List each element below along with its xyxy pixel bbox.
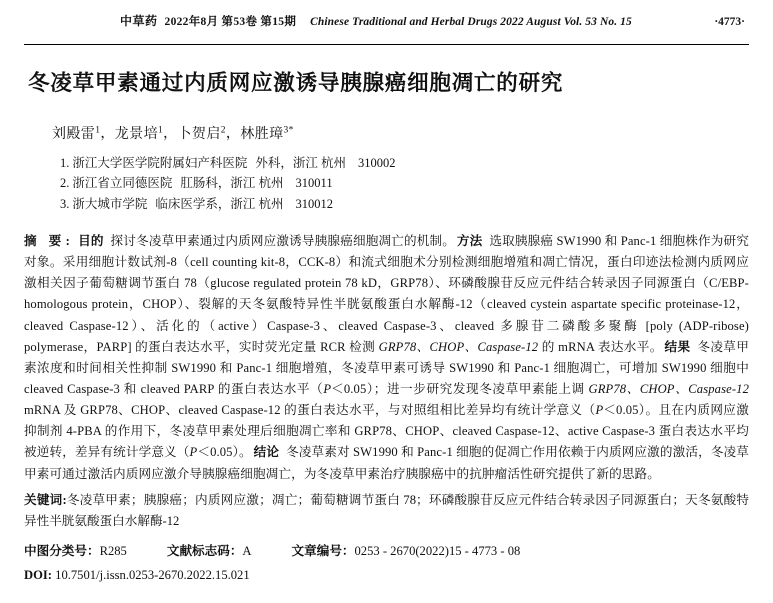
running-header: [24, 0, 749, 42]
keywords-text: 冬凌草甲素；胰腺癌；内质网应激；凋亡；葡萄糖调节蛋白 78；环磷酸腺苷反应元件结合转录因子同源蛋白；天冬氨酸特异性半胱氨酸蛋白水解酶-12: [24, 492, 749, 528]
author-name: 卜贺启: [177, 126, 221, 142]
article-number-value: 0253 - 2670(2022)15 - 4773 - 08: [354, 544, 521, 559]
affiliation-org: 浙江大学医学院附属妇产科医院: [72, 156, 248, 171]
author-separator: ，: [100, 126, 115, 142]
affiliation-zip: 310011: [295, 176, 333, 191]
author-separator: ，: [163, 126, 178, 142]
author-affil-marker: 1: [95, 124, 101, 135]
document-code-value: A: [242, 544, 252, 559]
affiliation-zip: 310002: [358, 156, 396, 171]
affiliation-number: 1.: [60, 156, 70, 171]
abstract-results-text-5: ＜0.05）。: [197, 445, 252, 460]
affiliation-org: 浙江省立同德医院: [72, 176, 173, 191]
issue-info-chinese: 2022年8月 第53卷 第15期: [164, 16, 297, 28]
abstract-section-conclusion: 结论: [253, 445, 280, 460]
abstract-methods-text-1: 选取胰腺癌 SW1990 和 Panc-1 细胞株作为研究对象。采用细胞计数试剂-8（cell counting kit-8，CCK-8）和流式细胞术分别检测细胞增殖和凋亡情况，蛋白印迹法检测内质网应激相关因子葡萄糖调节蛋白 78（glucose regulated protein 78 kD，GRP78）、环磷酸腺苷反应元件结合转录因子同源蛋白（C/EBP-homologous protein，CHOP）、裂解的天冬氨酸特异性半胱氨酸蛋白水解酶-12（cleaved cystein aspartate specific proteinase-12，cleaved Caspase-12）、活化的（active）Caspase-3、cleaved Caspase-3、cleaved 多腺苷二磷酸多聚酶 [poly (ADP-ribose) polymerase，PARP] 的蛋白表达水平，实时荧光定量 RCR 检测: [24, 233, 750, 354]
abstract-section-results: 结果: [664, 339, 691, 354]
journal-name-chinese: 中草药: [120, 14, 158, 28]
abstract-results-p-value-3: P: [189, 445, 198, 460]
abstract-results-p-value-2: P: [595, 403, 604, 418]
abstract-results-genes: GRP78、CHOP、Caspase-12: [588, 381, 749, 396]
author-affil-marker: 1: [157, 124, 164, 135]
classification-line: [24, 541, 749, 562]
author-affil-marker: 3*: [283, 124, 294, 135]
clc-label: 中图分类号：: [24, 544, 100, 559]
affiliation-dept: 临床医学系，浙江 杭州: [155, 196, 284, 211]
author-entry: [240, 124, 294, 142]
page-title: 冬凌草甲素通过内质网应激诱导胰腺癌细胞凋亡的研究: [28, 71, 564, 96]
abstract-objective-text: 探讨冬凌草甲素通过内质网应激诱导胰腺癌细胞凋亡的机制。: [110, 233, 456, 248]
keywords-label: 关键词:: [24, 492, 67, 507]
author-entry: [177, 124, 226, 142]
abstract-results-text-4: ＜0.05）。且在内质网应激抑制剂 4-PBA 的作用下，冬凌草甲素处理后细胞凋亡率和 GRP78、CHOP、cleaved Caspase-12、active Caspase-3 蛋白表达水平均被逆转，差异有统计学意义（: [24, 403, 749, 460]
author-entry: [52, 124, 101, 142]
abstract-results-text-3: mRNA 及 GRP78、CHOP、cleaved Caspase-12 的蛋白表达水平，与对照组相比差异均有统计学意义（: [24, 403, 596, 418]
affiliation-item: [60, 194, 749, 214]
doi-label: DOI:: [24, 568, 56, 583]
author-name: 龙景培: [114, 126, 158, 142]
author-entry: [114, 124, 164, 142]
keywords-paragraph: [24, 490, 749, 532]
affiliation-number: 2.: [60, 176, 70, 191]
abstract-section-methods: 方法: [456, 233, 483, 248]
page-number: ·4773·: [714, 16, 745, 28]
author-name: 刘殿雷: [52, 126, 96, 142]
affiliation-item: [60, 153, 749, 173]
abstract-section-objective: 目的: [78, 233, 104, 248]
affiliation-number: 3.: [60, 196, 70, 211]
abstract-results-text-2: ＜0.05）；进一步研究发现冬凌草甲素能上调: [331, 381, 589, 396]
abstract-results-text-1: 冬凌草甲素浓度和时间相关性抑制 SW1990 和 Panc-1 细胞增殖，冬凌草甲素可诱导 SW1990 和 Panc-1 细胞凋亡，可增加 SW1990 细胞中 cleaved Caspase-3 和 cleaved PARP 的蛋白表达水平（: [24, 339, 749, 396]
affiliation-dept: 肛肠科，浙江 杭州: [180, 176, 284, 191]
author-list: [52, 124, 749, 144]
abstract-results-p-value-1: P: [323, 381, 332, 396]
author-separator: ，: [225, 126, 241, 142]
doi-value: 10.7501/j.issn.0253-2670.2022.15.021: [55, 568, 250, 583]
journal-name-english: Chinese Traditional and Herbal Drugs 2022 August Vol. 53 No. 15: [310, 16, 632, 28]
abstract-methods-text-2: 的 mRNA 表达水平。: [538, 339, 663, 354]
abstract-paragraph: [24, 231, 749, 485]
affiliation-item: [60, 173, 749, 193]
author-affil-marker: 2: [220, 124, 226, 135]
abstract-label: 摘 要:: [24, 233, 75, 248]
article-number-label: 文章编号：: [291, 544, 355, 559]
affiliation-org: 浙大城市学院: [72, 196, 148, 211]
abstract-methods-genes: GRP78、CHOP、Caspase-12: [378, 339, 539, 354]
abstract-conclusion-text: 冬凌草素对 SW1990 和 Panc-1 细胞的促凋亡作用依赖于内质网应激的激活，冬凌草甲素可通过激活内质网应激介导胰腺癌细胞凋亡，为冬凌草甲素治疗胰腺癌中的抗肿瘤活性研究提供了新的思路。: [24, 445, 749, 481]
author-name: 林胜璋: [240, 126, 284, 142]
affiliation-list: [60, 153, 749, 214]
doi-line: [24, 565, 749, 586]
affiliation-zip: 310012: [295, 196, 334, 211]
header-divider-rule: [24, 44, 749, 45]
clc-value: R285: [99, 544, 127, 559]
document-code-label: 文献标志码：: [166, 544, 243, 559]
affiliation-dept: 外科，浙江 杭州: [255, 156, 347, 171]
